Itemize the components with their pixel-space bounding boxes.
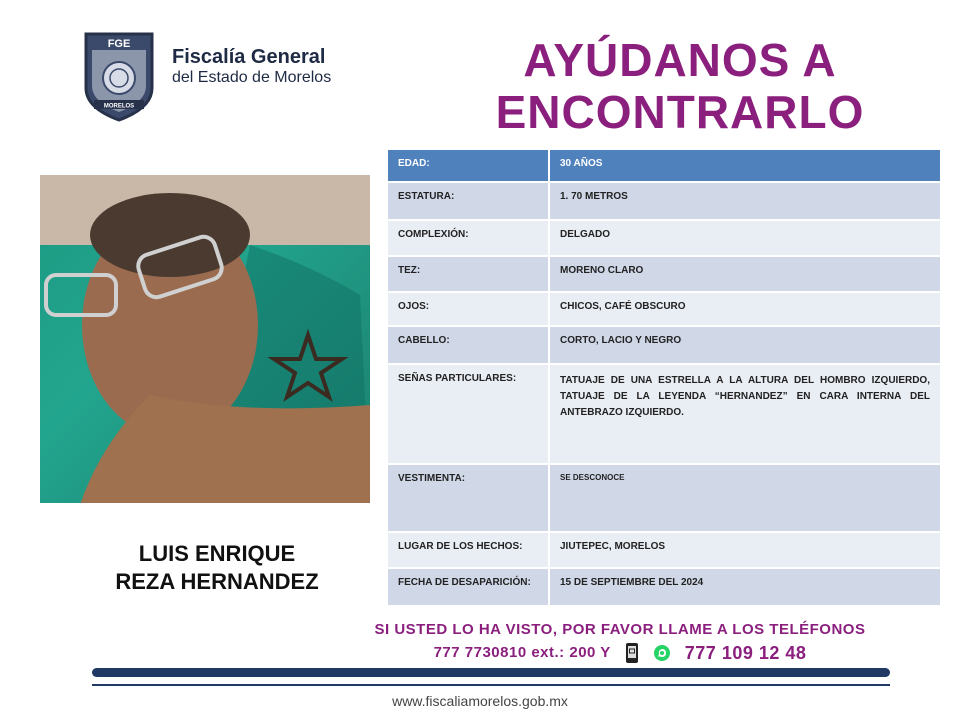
org-name (172, 46, 331, 88)
headline (440, 34, 920, 138)
footer-divider (92, 684, 890, 686)
details-row-height (388, 183, 942, 219)
missing-person-photo (40, 175, 370, 503)
details-row-complexion (388, 257, 942, 291)
details-value: 15 DE SEPTIEMBRE DEL 2024 (550, 569, 942, 605)
details-row-date (388, 569, 942, 605)
footer-bar (92, 668, 890, 677)
person-name (72, 540, 362, 596)
details-value: CORTO, LACIO Y NEGRO (550, 327, 942, 363)
whatsapp-number[interactable]: 777 109 12 48 (684, 643, 807, 663)
website-link[interactable]: www.fiscaliamorelos.gob.mx (392, 693, 568, 709)
details-label: SEÑAS PARTICULARES: (388, 365, 550, 463)
details-row-clothing (388, 465, 942, 531)
details-label: ESTATURA: (388, 183, 550, 219)
details-value: TATUAJE DE UNA ESTRELLA A LA ALTURA DEL HOMBRO IZQUIERDO, TATUAJE DE LA LEYENDA “HERNANDEZ” EN CARA INTERNA DEL ANTEBRAZO IZQUIERDO. (550, 365, 942, 463)
details-value: DELGADO (550, 221, 942, 255)
contact-phones (350, 642, 890, 664)
whatsapp-icon (653, 644, 671, 662)
details-label: CABELLO: (388, 327, 550, 363)
phone-number[interactable]: 777 7730810 ext.: 200 Y (433, 644, 611, 661)
details-label: COMPLEXIÓN: (388, 221, 550, 255)
details-label: LUGAR DE LOS HECHOS: (388, 533, 550, 567)
contact-info (350, 620, 890, 664)
badge-text: FGE (107, 38, 131, 50)
contact-line1: SI USTED LO HA VISTO, POR FAVOR LLAME A LOS TELÉFONOS (374, 621, 866, 638)
details-label: FECHA DE DESAPARICIÓN: (388, 569, 550, 605)
details-row-marks (388, 365, 942, 463)
details-label: EDAD: (388, 150, 550, 181)
photo-figure (40, 175, 370, 503)
details-value: CHICOS, CAFÉ OBSCURO (550, 293, 942, 325)
details-row-age (388, 150, 942, 181)
fge-badge-icon (82, 28, 156, 122)
details-label: TEZ: (388, 257, 550, 291)
mobile-phone-icon (625, 642, 639, 664)
details-label: VESTIMENTA: (388, 465, 550, 531)
details-value: SE DESCONOCE (550, 465, 942, 531)
person-name-line2: REZA HERNANDEZ (115, 569, 319, 594)
details-row-build (388, 221, 942, 255)
org-name-line1: Fiscalía General (172, 46, 326, 68)
details-row-hair (388, 327, 942, 363)
details-value: MORENO CLARO (550, 257, 942, 291)
details-value: 30 AÑOS (550, 150, 942, 181)
details-value: JIUTEPEC, MORELOS (550, 533, 942, 567)
details-table (388, 148, 942, 607)
org-name-line2: del Estado de Morelos (172, 69, 332, 86)
details-label: OJOS: (388, 293, 550, 325)
person-name-line1: LUIS ENRIQUE (138, 541, 296, 566)
details-value: 1. 70 METROS (550, 183, 942, 219)
badge-bottom-text: MORELOS (103, 103, 135, 110)
details-row-location (388, 533, 942, 567)
headline-line1: AYÚDANOS A (523, 34, 837, 86)
details-row-eyes (388, 293, 942, 325)
headline-line2: ENCONTRARLO (495, 86, 865, 138)
